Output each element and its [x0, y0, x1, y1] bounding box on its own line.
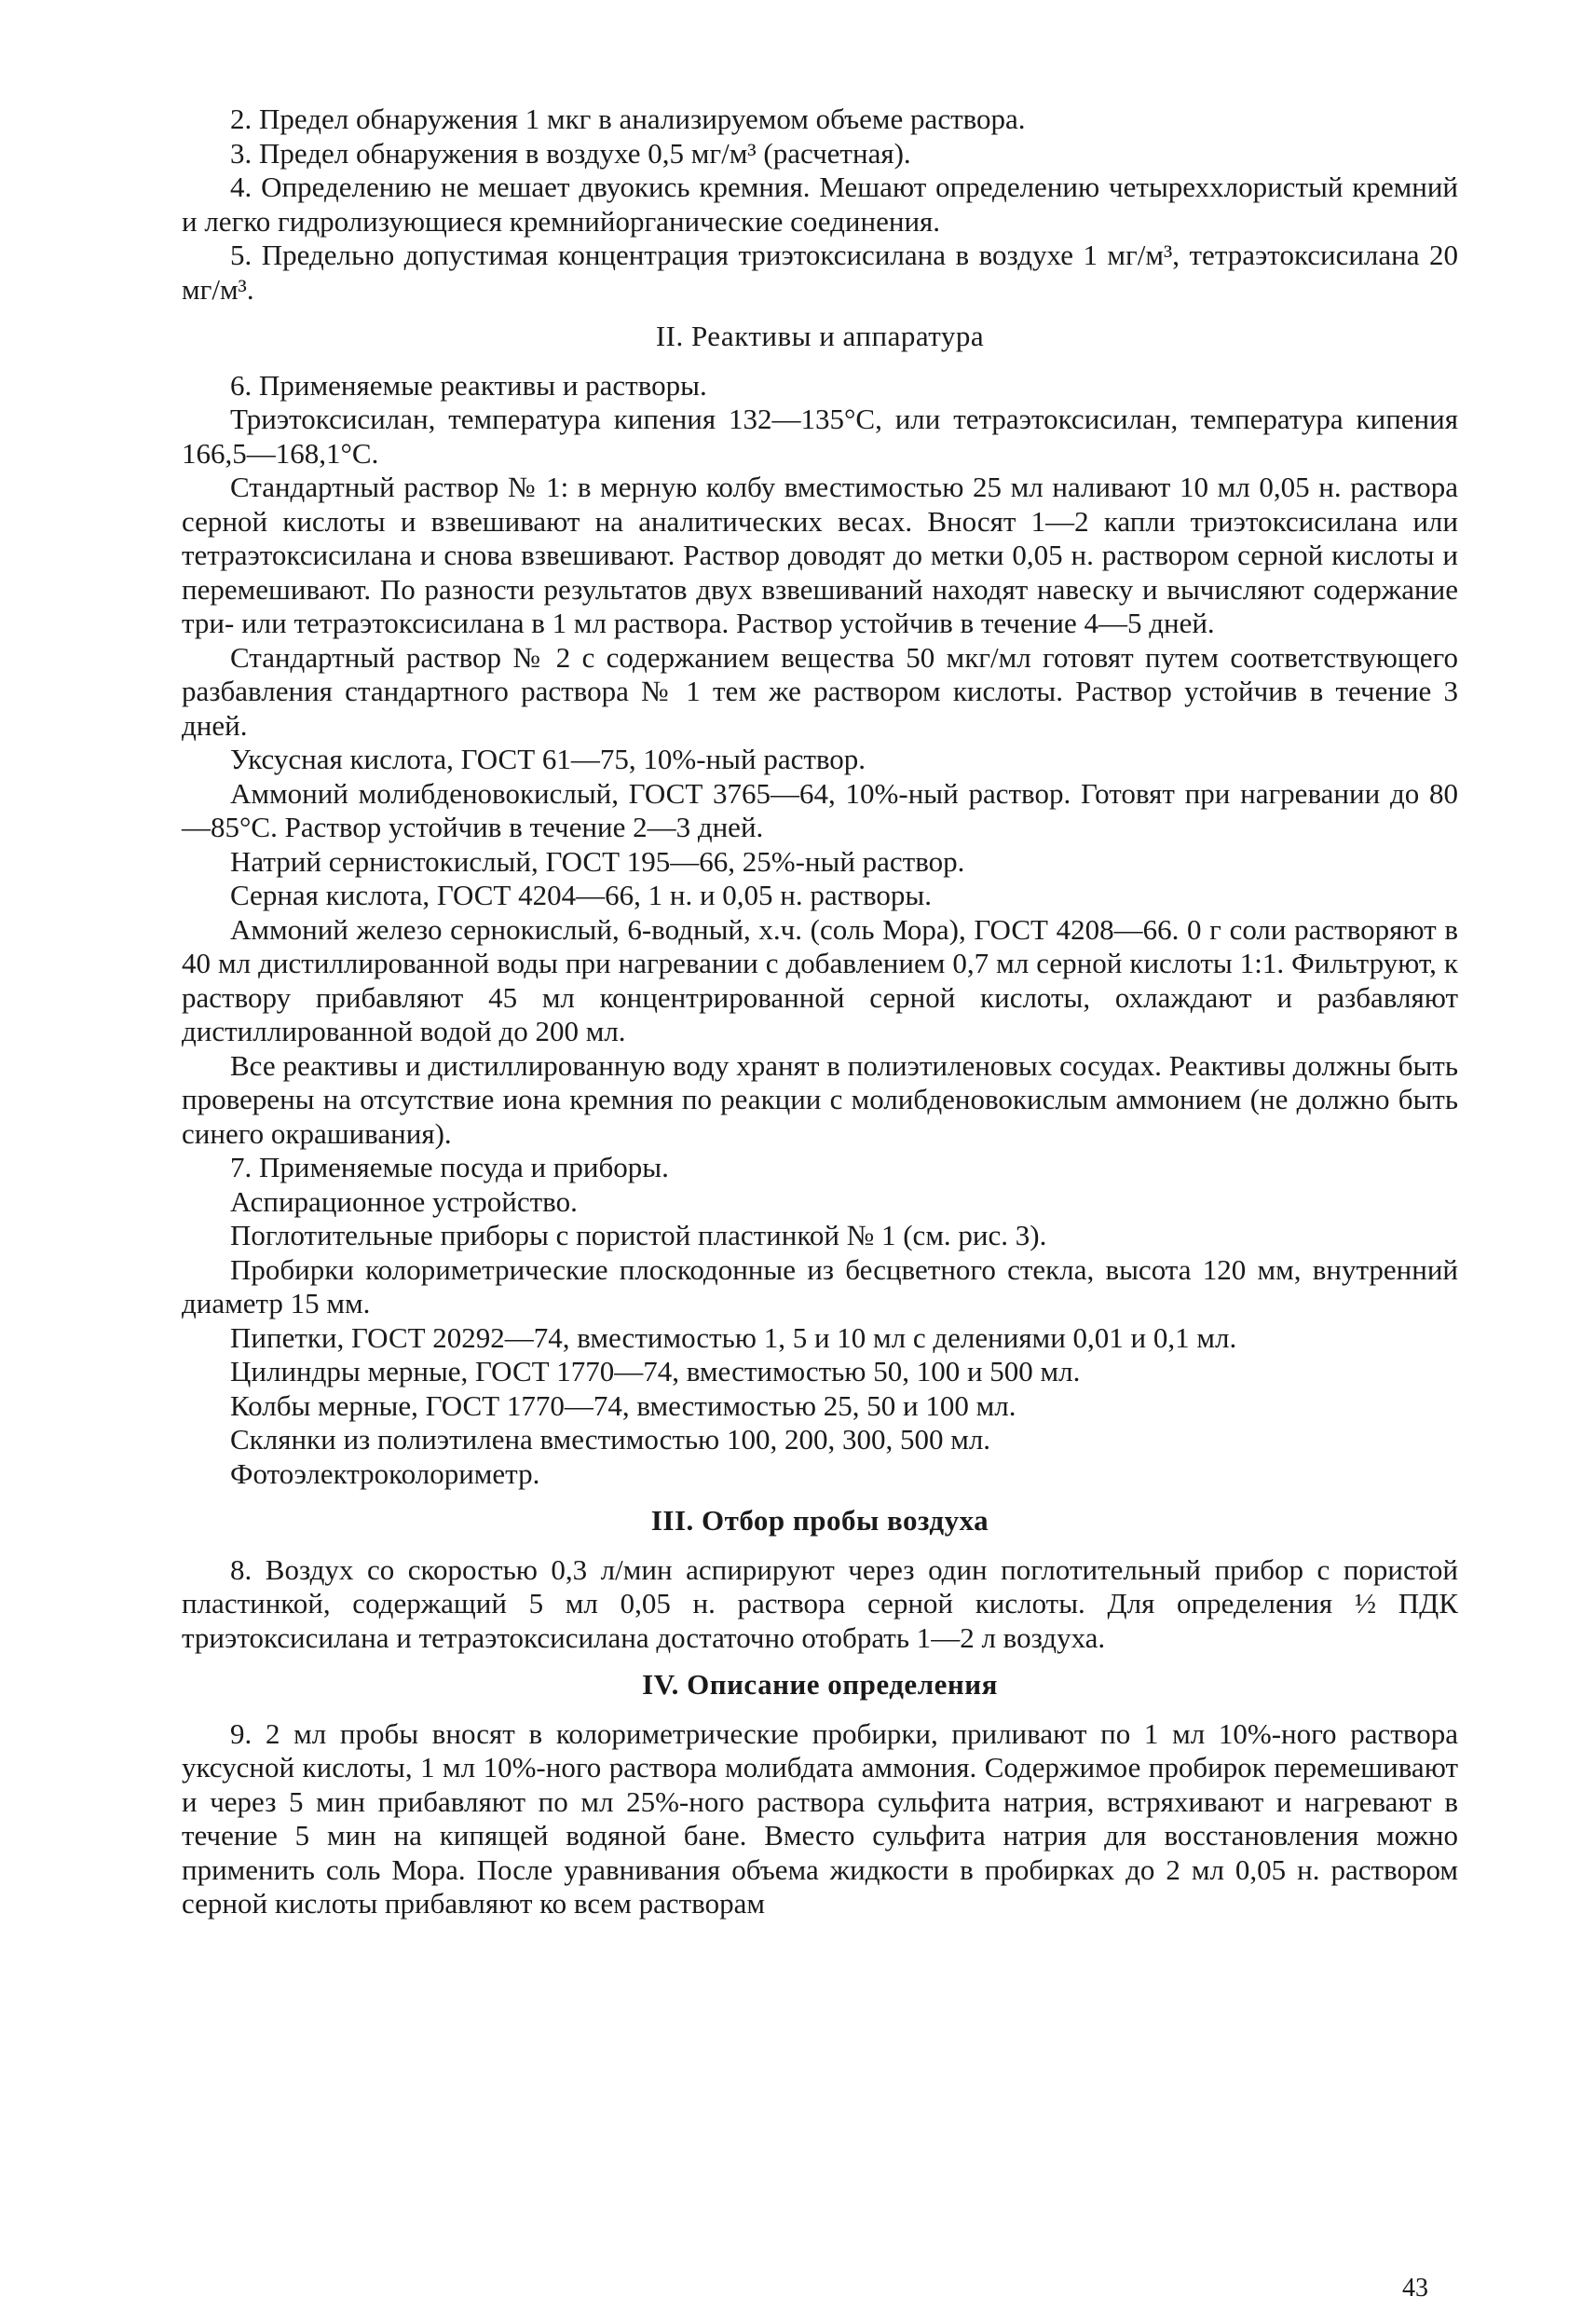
- section-heading-procedure: IV. Описание определения: [642, 1668, 998, 1701]
- paragraph-reagents-intro: 6. Применяемые реактивы и растворы.: [230, 368, 707, 402]
- paragraph-max-concentration: 5. Предельно допустимая концентрация триэтоксисилана в воздухе 1 мг/м³, тетраэтоксисилана 20 мг/м³.: [182, 239, 1458, 306]
- paragraph-storage: Все реактивы и дистиллированную воду хранят в полиэтиленовых сосудах. Реактивы должны быть проверены на отсутствие иона кремния по реакции с молибденовокислым аммонием (не должно быть синего окрашивания).: [182, 1048, 1458, 1150]
- paragraph-detection-limit-air: 3. Предел обнаружения в воздухе 0,5 мг/м³ (расчетная).: [230, 136, 911, 170]
- paragraph-standard-solution-1: Стандартный раствор № 1: в мерную колбу вместимостью 25 мл наливают 10 мл 0,05 н. раствора серной кислоты и взвешивают на аналитических весах. Вносят 1—2 капли триэтоксисилана или тетраэтоксисилана и снова взвешивают. Раствор доводят до метки 0,05 н. раствором серной кислоты и перемешивают. По разности результатов двух взвешиваний находят навеску и вычисляют содержание три- или тетраэтоксисилана в 1 мл раствора. Раствор устойчив в течение 4—5 дней.: [182, 471, 1458, 639]
- paragraph-cylinders: Цилиндры мерные, ГОСТ 1770—74, вместимостью 50, 100 и 500 мл.: [230, 1355, 1081, 1387]
- page-content: [182, 103, 1458, 1921]
- paragraph-acetic-acid: Уксусная кислота, ГОСТ 61—75, 10%-ный раствор.: [230, 743, 866, 775]
- page-number: 43: [1402, 2274, 1428, 2303]
- section-heading-reagents: II. Реактивы и аппаратура: [655, 320, 985, 352]
- paragraph-flasks: Колбы мерные, ГОСТ 1770—74, вместимостью 25, 50 и 100 мл.: [230, 1388, 1016, 1422]
- paragraph-absorbers: Поглотительные приборы с пористой пластинкой № 1 (см. рис. 3).: [230, 1219, 1047, 1251]
- paragraph-equipment-intro: 7. Применяемые посуда и приборы.: [230, 1151, 669, 1183]
- paragraph-sulfuric-acid: Серная кислота, ГОСТ 4204—66, 1 н. и 0,05 н. растворы.: [230, 879, 932, 911]
- paragraph-mohr-salt: Аммоний железо сернокислый, 6-водный, х.ч. (соль Мора), ГОСТ 4208—66. 0 г соли растворяют в 40 мл дистиллированной воды при нагревании с добавлением 0,7 мл серной кислоты 1:1. Фильтруют, к раствору прибавляют 45 мл концентрированной серной кислоты, охлаждают и разбавляют дистиллированной водой до 200 мл.: [182, 912, 1458, 1047]
- paragraph-ammonium-molybdate: Аммоний молибденовокислый, ГОСТ 3765—64, 10%-ный раствор. Готовят при нагревании до 80—85°С. Раствор устойчив в течение 2—3 дней.: [182, 776, 1458, 843]
- paragraph-test-tubes: Пробирки колориметрические плоскодонные из бесцветного стекла, высота 120 мм, внутренний диаметр 15 мм.: [182, 1252, 1458, 1319]
- paragraph-pipettes: Пипетки, ГОСТ 20292—74, вместимостью 1, 5 и 10 мл с делениями 0,01 и 0,1 мл.: [230, 1320, 1237, 1354]
- paragraph-interference: 4. Определению не мешает двуокись кремния. Мешают определению четыреххлористый кремний и легко гидролизующиеся кремнийорганические соединения.: [182, 171, 1458, 238]
- paragraph-aspiration-device: Аспирационное устройство.: [230, 1184, 578, 1218]
- paragraph-triethoxysilane: Триэтоксисилан, температура кипения 132—135°С, или тетраэтоксисилан, температура кипения 166,5—168,1°С.: [182, 403, 1458, 470]
- paragraph-sodium-sulfite: Натрий сернистокислый, ГОСТ 195—66, 25%-ный раствор.: [230, 844, 965, 878]
- paragraph-air-sampling: 8. Воздух со скоростью 0,3 л/мин аспирируют через один поглотительный прибор с пористой пластинкой, содержащий 5 мл 0,05 н. раствора серной кислоты. Для определения ½ ПДК триэтоксисилана и тетраэтоксисилана достаточно отобрать 1—2 л воздуха.: [182, 1552, 1458, 1654]
- paragraph-detection-limit-sample: 2. Предел обнаружения 1 мкг в анализируемом объеме раствора.: [230, 103, 1026, 135]
- paragraph-bottles: Склянки из полиэтилена вместимостью 100, 200, 300, 500 мл.: [230, 1423, 991, 1456]
- paragraph-procedure: 9. 2 мл пробы вносят в колориметрические пробирки, приливают по 1 мл 10%-ного раствора уксусной кислоты, 1 мл 10%-ного раствора молибдата аммония. Содержимое пробирок перемешивают и через 5 мин прибавляют по мл 25%-ного раствора сульфита натрия, встряхивают и нагревают в течение 5 мин на кипящей водяной бане. Вместо сульфита натрия для восстановления можно применить соль Мора. После уравнивания объема жидкости в пробирках до 2 мл 0,05 н. раствором серной кислоты прибавляют ко всем растворам: [182, 1716, 1458, 1920]
- section-heading-air-sampling: III. Отбор пробы воздуха: [650, 1504, 989, 1537]
- paragraph-photocolorimeter: Фотоэлектроколориметр.: [230, 1456, 540, 1490]
- paragraph-standard-solution-2: Стандартный раствор № 2 с содержанием вещества 50 мкг/мл готовят путем соответствующего разбавления стандартного раствора № 1 тем же раствором кислоты. Раствор устойчив в течение 3 дней.: [182, 640, 1458, 742]
